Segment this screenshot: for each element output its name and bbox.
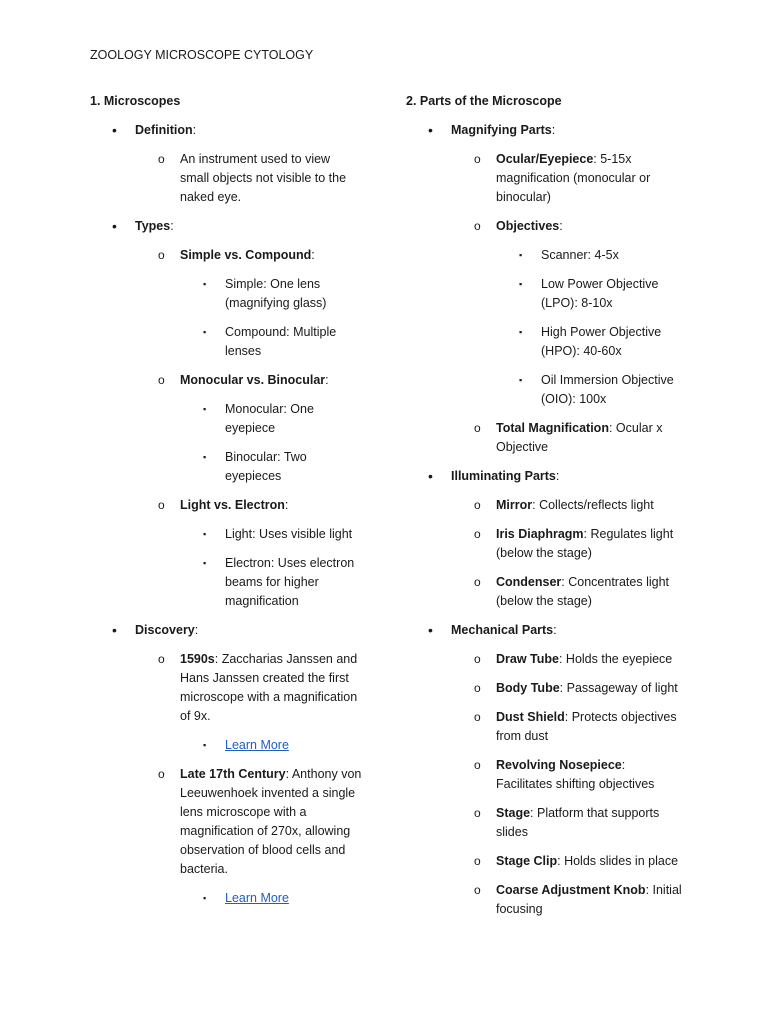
list-item-learn-more-2 xyxy=(90,889,375,908)
parts-section xyxy=(406,92,696,929)
bullet-dot: • xyxy=(428,122,433,138)
list-item-iris xyxy=(406,525,696,563)
discovery-17th-label: Late 17th Century xyxy=(180,767,286,781)
bodytube-label: Body Tube xyxy=(496,681,560,695)
monocular-text: Monocular: One eyepiece xyxy=(225,402,314,435)
list-item-dust-shield xyxy=(406,708,696,746)
list-item-types: • Types: xyxy=(112,218,174,234)
electron-text: Electron: Uses electron beams for higher magnification xyxy=(225,556,355,608)
microscopes-heading: 1. Microscopes xyxy=(90,94,181,108)
bullet-square: ▪ xyxy=(203,740,207,750)
list-item-17th-century xyxy=(90,765,375,879)
list-item-mirror xyxy=(406,496,696,515)
coarse-label: Coarse Adjustment Knob xyxy=(496,883,646,897)
bullet-circle: o xyxy=(474,758,481,772)
discovery-17th-text: : Anthony von Leeuwenhoek invented a single lens microscope with a magnification of 270x, allowing observation of blood cells and bacteria. xyxy=(180,767,362,876)
bullet-square: ▪ xyxy=(519,250,523,260)
drawtube-label: Draw Tube xyxy=(496,652,559,666)
bullet-circle: o xyxy=(474,681,481,695)
bullet-dot: • xyxy=(428,468,433,484)
list-item-discovery: • Discovery: xyxy=(112,622,199,638)
list-item-monocular xyxy=(90,400,375,438)
light-electron-label: Light vs. Electron xyxy=(180,498,285,512)
list-item-definition-text xyxy=(90,150,375,207)
list-item-learn-more-1 xyxy=(90,736,375,755)
bullet-square: ▪ xyxy=(203,529,207,539)
bullet-circle: o xyxy=(474,854,481,868)
parts-heading: 2. Parts of the Microscope xyxy=(406,94,562,108)
bullet-circle: o xyxy=(474,527,481,541)
total-label: Total Magnification xyxy=(496,421,609,435)
bullet-circle: o xyxy=(474,421,481,435)
iris-text: : Regulates light (below the stage) xyxy=(496,527,674,560)
list-item-simple xyxy=(90,275,375,313)
bullet-circle: o xyxy=(474,152,481,166)
total-text: : Ocular x Objective xyxy=(496,421,663,454)
drawtube-text: : Holds the eyepiece xyxy=(558,652,673,666)
simple-text: Simple: One lens (magnifying glass) xyxy=(225,277,327,310)
bullet-square: ▪ xyxy=(203,327,207,337)
list-item-body-tube xyxy=(406,679,696,698)
light-text: Light: Uses visible light xyxy=(225,527,353,541)
stageclip-label: Stage Clip xyxy=(496,854,558,868)
bullet-circle: o xyxy=(474,883,481,897)
nosepiece-text: : Facilitates shifting objectives xyxy=(496,758,655,791)
list-item-oio xyxy=(406,371,696,409)
bullet-dot: • xyxy=(112,218,117,234)
list-item-electron xyxy=(90,554,375,611)
bullet-circle: o xyxy=(474,219,481,233)
list-item-magnifying: • Magnifying Parts: xyxy=(428,122,556,138)
types-label: Types xyxy=(135,219,171,233)
list-item-nosepiece xyxy=(406,756,696,794)
learn-more-link-1590s[interactable]: Learn More xyxy=(225,738,289,752)
bullet-square: ▪ xyxy=(519,279,523,289)
list-item-scanner xyxy=(406,246,696,265)
bullet-square: ▪ xyxy=(203,558,207,568)
nosepiece-label: Revolving Nosepiece xyxy=(496,758,622,772)
list-item-stage xyxy=(406,804,696,842)
bullet-circle: o xyxy=(158,652,165,666)
stage-label: Stage xyxy=(496,806,531,820)
bullet-circle: o xyxy=(474,498,481,512)
list-item-mechanical: • Mechanical Parts: xyxy=(428,622,557,638)
dustshield-text: : Protects objectives from dust xyxy=(496,710,677,743)
stageclip-text: : Holds slides in place xyxy=(557,854,679,868)
bullet-circle: o xyxy=(158,373,165,387)
list-item-compound xyxy=(90,323,375,361)
oio-text: Oil Immersion Objective (OIO): 100x xyxy=(541,373,674,406)
list-item-light xyxy=(90,525,375,544)
magnifying-label: Magnifying Parts xyxy=(451,123,552,137)
list-item-mono-bino: o Monocular vs. Binocular: xyxy=(90,371,375,390)
illuminating-label: Illuminating Parts xyxy=(451,469,556,483)
document-title: ZOOLOGY MICROSCOPE CYTOLOGY xyxy=(90,48,314,62)
definition-label: Definition xyxy=(135,123,193,137)
bodytube-text: : Passageway of light xyxy=(559,681,678,695)
bullet-circle: o xyxy=(474,806,481,820)
bullet-circle: o xyxy=(158,152,165,166)
bullet-square: ▪ xyxy=(203,404,207,414)
list-item-total-magnification xyxy=(406,419,696,457)
list-item-stage-clip xyxy=(406,852,696,871)
hpo-text: High Power Objective (HPO): 40-60x xyxy=(541,325,662,358)
ocular-text: : 5-15x magnification (monocular or binocular) xyxy=(496,152,651,204)
mono-bino-label: Monocular vs. Binocular xyxy=(180,373,326,387)
bullet-square: ▪ xyxy=(203,893,207,903)
bullet-square: ▪ xyxy=(519,327,523,337)
bullet-circle: o xyxy=(474,710,481,724)
list-item-objectives: o Objectives: xyxy=(406,217,696,236)
bullet-circle: o xyxy=(158,767,165,781)
bullet-circle: o xyxy=(474,575,481,589)
bullet-square: ▪ xyxy=(519,375,523,385)
bullet-circle: o xyxy=(474,652,481,666)
lpo-text: Low Power Objective (LPO): 8-10x xyxy=(541,277,659,310)
discovery-label: Discovery xyxy=(135,623,195,637)
bullet-dot: • xyxy=(112,122,117,138)
discovery-1590s-text: : Zaccharias Janssen and Hans Janssen created the first microscope with a magnification of 9x. xyxy=(180,652,358,723)
bullet-square: ▪ xyxy=(203,279,207,289)
list-item-condenser xyxy=(406,573,696,611)
mirror-label: Mirror xyxy=(496,498,533,512)
condenser-text: : Concentrates light (below the stage) xyxy=(496,575,669,608)
mechanical-label: Mechanical Parts xyxy=(451,623,554,637)
bullet-dot: • xyxy=(112,622,117,638)
compound-text: Compound: Multiple lenses xyxy=(225,325,337,358)
bullet-circle: o xyxy=(158,248,165,262)
list-item-coarse-knob xyxy=(406,881,696,919)
list-item-draw-tube xyxy=(406,650,696,669)
simple-compound-label: Simple vs. Compound xyxy=(180,248,312,262)
learn-more-link-17th[interactable]: Learn More xyxy=(225,891,289,905)
scanner-text: Scanner: 4-5x xyxy=(541,248,619,262)
coarse-text: : Initial focusing xyxy=(496,883,682,916)
bullet-square: ▪ xyxy=(203,452,207,462)
bullet-dot: • xyxy=(428,622,433,638)
list-item-1590s xyxy=(90,650,375,726)
ocular-label: Ocular/Eyepiece xyxy=(496,152,594,166)
list-item-lpo xyxy=(406,275,696,313)
list-item-hpo xyxy=(406,323,696,361)
stage-text: : Platform that supports slides xyxy=(496,806,660,839)
condenser-label: Condenser xyxy=(496,575,562,589)
list-item-light-electron: o Light vs. Electron: xyxy=(90,496,375,515)
iris-label: Iris Diaphragm xyxy=(496,527,584,541)
mirror-text: : Collects/reflects light xyxy=(532,498,654,512)
list-item-illuminating: • Illuminating Parts: xyxy=(428,468,560,484)
definition-text: An instrument used to view small objects not visible to the naked eye. xyxy=(180,152,347,204)
list-item-ocular xyxy=(406,150,696,207)
list-item-definition: • Definition: xyxy=(112,122,197,138)
bullet-circle: o xyxy=(158,498,165,512)
objectives-label: Objectives xyxy=(496,219,560,233)
discovery-1590s-label: 1590s xyxy=(180,652,215,666)
dustshield-label: Dust Shield xyxy=(496,710,565,724)
list-item-binocular xyxy=(90,448,375,486)
microscopes-section xyxy=(90,92,375,918)
binocular-text: Binocular: Two eyepieces xyxy=(225,450,307,483)
list-item-simple-compound: o Simple vs. Compound: xyxy=(90,246,375,265)
